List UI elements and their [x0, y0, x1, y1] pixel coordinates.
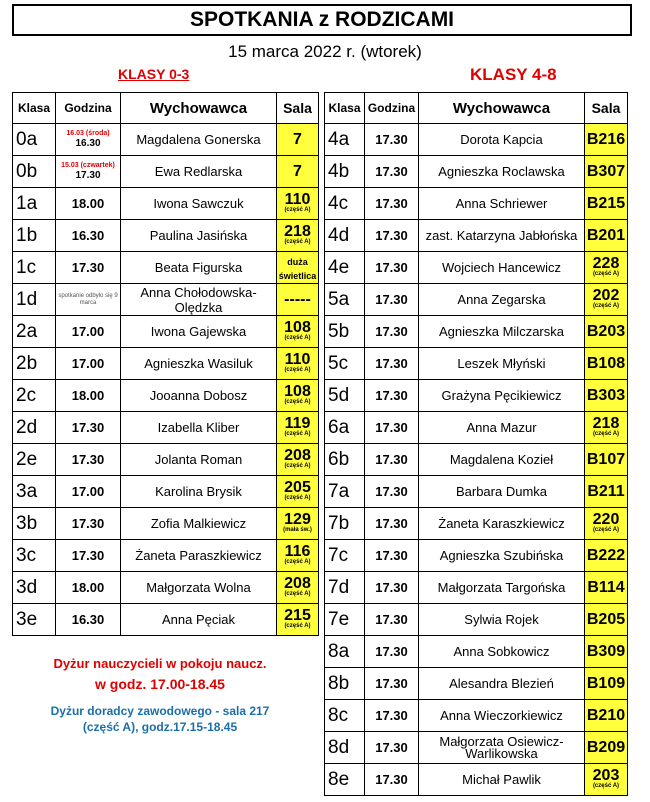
time-cell: 17.30 [365, 284, 419, 316]
table-row [13, 508, 319, 540]
room-part: (część A) [284, 559, 311, 565]
room-value: B307 [586, 162, 626, 180]
teacher-cell: Agnieszka Roclawska [419, 156, 585, 188]
time-cell [56, 124, 121, 156]
room-part: (część A) [284, 495, 311, 501]
room-value: 7 [293, 130, 302, 148]
time-note: spotkanie odbyło się 9 marca [58, 292, 118, 306]
room-cell [585, 124, 628, 156]
time-cell: 17.30 [365, 156, 419, 188]
teacher-cell: Małgorzata Wolna [121, 572, 277, 604]
time-value: 16.30 [75, 138, 101, 149]
class-cell: 0a [13, 124, 56, 156]
time-date-note: 15.03 (czwartek) [61, 162, 115, 169]
class-cell: 8d [325, 732, 365, 764]
room-cell [585, 572, 628, 604]
time-cell: 17.30 [56, 540, 121, 572]
time-cell: 16.30 [56, 220, 121, 252]
header-sala: Sala [585, 93, 628, 124]
class-cell: 1d [13, 284, 56, 316]
class-cell: 8a [325, 636, 365, 668]
time-cell: 17.30 [365, 444, 419, 476]
table-row [13, 444, 319, 476]
room-cell [277, 284, 319, 316]
class-cell: 4a [325, 124, 365, 156]
table-row [325, 732, 628, 764]
teacher-cell: Magdalena Gonerska [121, 124, 277, 156]
header-wychowawca: Wychowawca [419, 93, 585, 124]
teacher-cell: Sylwia Rojek [419, 604, 585, 636]
time-cell: 17.30 [56, 444, 121, 476]
room-value: B108 [586, 354, 626, 372]
schedule-table-left [12, 92, 319, 636]
table-row [325, 380, 628, 412]
room-cell [585, 636, 628, 668]
room-value: 218 [284, 223, 311, 240]
room-value: B303 [586, 386, 626, 404]
teacher-cell: zast. Katarzyna Jabłońska [419, 220, 585, 252]
room-part: (część A) [592, 431, 620, 437]
class-cell: 6a [325, 412, 365, 444]
room-part: (część A) [592, 303, 620, 309]
room-value: ----- [284, 290, 311, 308]
room-cell [277, 540, 319, 572]
room-value: 108 [284, 383, 311, 400]
table-row [13, 476, 319, 508]
table-row [325, 412, 628, 444]
table-row [325, 124, 628, 156]
room-part: (część A) [284, 207, 311, 213]
time-cell: 17.00 [56, 348, 121, 380]
class-cell: 5c [325, 348, 365, 380]
teacher-cell: Iwona Gajewska [121, 316, 277, 348]
left-heading: KLASY 0-3 [118, 66, 190, 82]
room-value: 215 [284, 607, 311, 624]
room-cell [277, 476, 319, 508]
teacher-cell: Jooanna Dobosz [121, 380, 277, 412]
time-cell: 17.30 [365, 668, 419, 700]
right-heading: KLASY 4-8 [470, 65, 557, 84]
room-part: (część A) [284, 431, 311, 437]
table-row [13, 156, 319, 188]
room-cell [585, 508, 628, 540]
class-cell: 7e [325, 604, 365, 636]
room-cell [585, 700, 628, 732]
time-cell: 16.30 [56, 604, 121, 636]
teacher-cell: Żaneta Paraszkiewicz [121, 540, 277, 572]
time-cell: 17.30 [56, 412, 121, 444]
room-value: 129 [284, 511, 311, 528]
room-value: 108 [284, 319, 311, 336]
class-cell: 7b [325, 508, 365, 540]
time-cell [56, 284, 121, 316]
time-cell: 17.30 [56, 508, 121, 540]
table-row [325, 764, 628, 796]
room-cell [585, 380, 628, 412]
class-cell: 0b [13, 156, 56, 188]
table-row [325, 540, 628, 572]
room-cell [585, 284, 628, 316]
room-cell [277, 252, 319, 284]
time-cell: 17.30 [365, 508, 419, 540]
class-cell: 6b [325, 444, 365, 476]
table-row [325, 220, 628, 252]
time-cell: 17.30 [365, 540, 419, 572]
teacher-cell: Jolanta Roman [121, 444, 277, 476]
time-value: 17.30 [75, 170, 101, 181]
teacher-cell: Dorota Kapcia [419, 124, 585, 156]
room-value: 208 [284, 575, 311, 592]
time-cell: 18.00 [56, 572, 121, 604]
room-cell [277, 156, 319, 188]
table-row [13, 540, 319, 572]
room-value: B309 [586, 642, 626, 660]
class-cell: 2b [13, 348, 56, 380]
table-row [325, 252, 628, 284]
room-cell [585, 220, 628, 252]
header-klasa: Klasa [13, 93, 56, 124]
teacher-cell: Barbara Dumka [419, 476, 585, 508]
teacher-cell: Małgorzata Osiewicz-Warlikowska [419, 732, 585, 764]
time-cell: 17.30 [56, 252, 121, 284]
room-part: (część A) [284, 239, 311, 245]
room-cell [277, 380, 319, 412]
teacher-duty-line2: w godz. 17.00-18.45 [95, 676, 225, 692]
class-cell: 8b [325, 668, 365, 700]
header-sala: Sala [277, 93, 319, 124]
class-cell: 1c [13, 252, 56, 284]
class-cell: 2e [13, 444, 56, 476]
class-cell: 1b [13, 220, 56, 252]
table-row [13, 252, 319, 284]
room-part: (mała św.) [283, 527, 312, 533]
room-cell [585, 764, 628, 796]
time-cell: 17.30 [365, 380, 419, 412]
room-cell [277, 188, 319, 220]
time-cell: 17.30 [365, 316, 419, 348]
room-value: B109 [586, 674, 626, 692]
table-header-row [13, 93, 319, 124]
room-value: 202 [592, 287, 620, 304]
room-value: B201 [586, 226, 626, 244]
room-value: 205 [284, 479, 311, 496]
teacher-cell: Ewa Redlarska [121, 156, 277, 188]
teacher-cell: Małgorzata Targońska [419, 572, 585, 604]
table-row [325, 604, 628, 636]
header-wychowawca: Wychowawca [121, 93, 277, 124]
room-cell [277, 348, 319, 380]
class-cell: 8e [325, 764, 365, 796]
room-cell [585, 348, 628, 380]
teacher-cell: Paulina Jasińska [121, 220, 277, 252]
teacher-cell: Wojciech Hancewicz [419, 252, 585, 284]
class-cell: 2a [13, 316, 56, 348]
schedule-table-right [324, 92, 628, 796]
table-row [13, 572, 319, 604]
teacher-duty-line1: Dyżur nauczycieli w pokoju naucz. [53, 656, 267, 671]
table-row [13, 380, 319, 412]
class-cell: 7c [325, 540, 365, 572]
room-part: (część A) [592, 527, 620, 533]
class-cell: 2d [13, 412, 56, 444]
teacher-cell: Anna Pęciak [121, 604, 277, 636]
teacher-cell: Karolina Brysik [121, 476, 277, 508]
room-value: 119 [284, 415, 311, 432]
teacher-cell: Zofia Malkiewicz [121, 508, 277, 540]
table-header-row [325, 93, 628, 124]
room-cell [277, 572, 319, 604]
room-cell [585, 476, 628, 508]
class-cell: 5d [325, 380, 365, 412]
counselor-duty-line2: (część A), godz.17.15-18.45 [82, 720, 238, 734]
teacher-cell: Michał Pawlik [419, 764, 585, 796]
room-value: B211 [587, 482, 625, 500]
teacher-cell: Agnieszka Milczarska [419, 316, 585, 348]
time-cell [56, 156, 121, 188]
teacher-cell: Magdalena Kozieł [419, 444, 585, 476]
teacher-cell: Beata Figurska [121, 252, 277, 284]
class-cell: 8c [325, 700, 365, 732]
room-value: B205 [586, 610, 626, 628]
room-cell [585, 444, 628, 476]
room-value: 208 [284, 447, 311, 464]
time-cell: 17.00 [56, 476, 121, 508]
room-cell [277, 604, 319, 636]
page-subtitle: 15 marca 2022 r. (wtorek) [228, 42, 422, 61]
class-cell: 2c [13, 380, 56, 412]
class-cell: 4e [325, 252, 365, 284]
room-cell [585, 156, 628, 188]
header-godzina: Godzina [56, 93, 121, 124]
time-cell: 17.30 [365, 188, 419, 220]
class-cell: 4c [325, 188, 365, 220]
teacher-cell: Anna Zegarska [419, 284, 585, 316]
room-cell [585, 732, 628, 764]
teacher-cell: Anna Chołodowska-Olędzka [121, 284, 277, 316]
teacher-cell: Anna Schriewer [419, 188, 585, 220]
teacher-cell: Iwona Sawczuk [121, 188, 277, 220]
time-cell: 17.30 [365, 636, 419, 668]
table-row [325, 444, 628, 476]
table-row [13, 188, 319, 220]
teacher-cell: Anna Sobkowicz [419, 636, 585, 668]
room-value: B209 [586, 738, 626, 756]
table-row [13, 220, 319, 252]
class-cell: 4b [325, 156, 365, 188]
room-cell [277, 412, 319, 444]
time-cell: 17.30 [365, 700, 419, 732]
class-cell: 1a [13, 188, 56, 220]
room-value: 228 [592, 255, 620, 272]
room-cell [277, 124, 319, 156]
time-cell: 17.30 [365, 732, 419, 764]
table-row [325, 700, 628, 732]
class-cell: 3b [13, 508, 56, 540]
teacher-cell: Alesandra Blezień [419, 668, 585, 700]
room-cell [585, 540, 628, 572]
time-cell: 17.30 [365, 476, 419, 508]
room-value: B210 [586, 706, 626, 724]
header-klasa: Klasa [325, 93, 365, 124]
table-row [13, 412, 319, 444]
table-row [13, 604, 319, 636]
room-cell [277, 316, 319, 348]
room-cell [585, 252, 628, 284]
time-cell: 17.30 [365, 252, 419, 284]
table-row [13, 124, 319, 156]
room-value: duża świetlica [278, 256, 317, 281]
room-cell [585, 188, 628, 220]
class-cell: 7d [325, 572, 365, 604]
table-row [325, 636, 628, 668]
teacher-cell: Agnieszka Wasiluk [121, 348, 277, 380]
room-value: B216 [586, 130, 626, 148]
table-row [325, 316, 628, 348]
class-cell: 3a [13, 476, 56, 508]
room-value: B114 [587, 578, 625, 596]
table-row [13, 348, 319, 380]
time-cell: 17.30 [365, 220, 419, 252]
time-date-note: 16.03 (środa) [66, 130, 110, 137]
room-value: B107 [586, 450, 626, 468]
counselor-duty-line1: Dyżur doradcy zawodowego - sala 217 [50, 704, 270, 718]
room-part: (część A) [284, 463, 311, 469]
room-cell [277, 444, 319, 476]
room-cell [585, 412, 628, 444]
room-part: (część A) [284, 335, 311, 341]
teacher-cell: Anna Mazur [419, 412, 585, 444]
teacher-cell: Grażyna Pęcikiewicz [419, 380, 585, 412]
table-row [325, 188, 628, 220]
room-value: 110 [284, 351, 311, 368]
table-row [325, 476, 628, 508]
teacher-cell: Leszek Młyński [419, 348, 585, 380]
room-value: 116 [284, 543, 311, 560]
table-row [325, 348, 628, 380]
class-cell: 5a [325, 284, 365, 316]
table-row [325, 572, 628, 604]
room-value: B215 [586, 194, 626, 212]
time-cell: 17.00 [56, 316, 121, 348]
header-godzina: Godzina [365, 93, 419, 124]
room-part: (część A) [592, 271, 620, 277]
time-cell: 17.30 [365, 604, 419, 636]
table-row [13, 284, 319, 316]
table-row [325, 156, 628, 188]
teacher-cell: Żaneta Karaszkiewicz [419, 508, 585, 540]
room-cell [585, 668, 628, 700]
room-value: B203 [586, 322, 626, 340]
table-row [325, 284, 628, 316]
room-value: 218 [592, 415, 620, 432]
table-row [13, 316, 319, 348]
room-value: B222 [586, 546, 626, 564]
room-cell [277, 508, 319, 540]
page-title: SPOTKANIA z RODZICAMI [12, 4, 632, 36]
class-cell: 4d [325, 220, 365, 252]
room-part: (część A) [284, 591, 311, 597]
teacher-cell: Anna Wieczorkiewicz [419, 700, 585, 732]
time-cell: 17.30 [365, 124, 419, 156]
class-cell: 5b [325, 316, 365, 348]
time-cell: 17.30 [365, 764, 419, 796]
room-value: 7 [293, 162, 302, 180]
table-row [325, 668, 628, 700]
room-part: (część A) [284, 367, 311, 373]
time-cell: 18.00 [56, 380, 121, 412]
class-cell: 3d [13, 572, 56, 604]
time-cell: 17.30 [365, 412, 419, 444]
room-cell [277, 220, 319, 252]
room-cell [585, 604, 628, 636]
teacher-cell: Agnieszka Szubińska [419, 540, 585, 572]
room-part: (część A) [592, 783, 620, 789]
room-value: 203 [592, 767, 620, 784]
class-cell: 3e [13, 604, 56, 636]
time-cell: 18.00 [56, 188, 121, 220]
table-row [325, 508, 628, 540]
time-cell: 17.30 [365, 348, 419, 380]
room-part: (część A) [284, 623, 311, 629]
room-cell [585, 316, 628, 348]
teacher-cell: Izabella Kliber [121, 412, 277, 444]
room-value: 110 [284, 191, 311, 208]
class-cell: 3c [13, 540, 56, 572]
class-cell: 7a [325, 476, 365, 508]
room-part: (część A) [284, 399, 311, 405]
room-value: 220 [592, 511, 620, 528]
time-cell: 17.30 [365, 572, 419, 604]
